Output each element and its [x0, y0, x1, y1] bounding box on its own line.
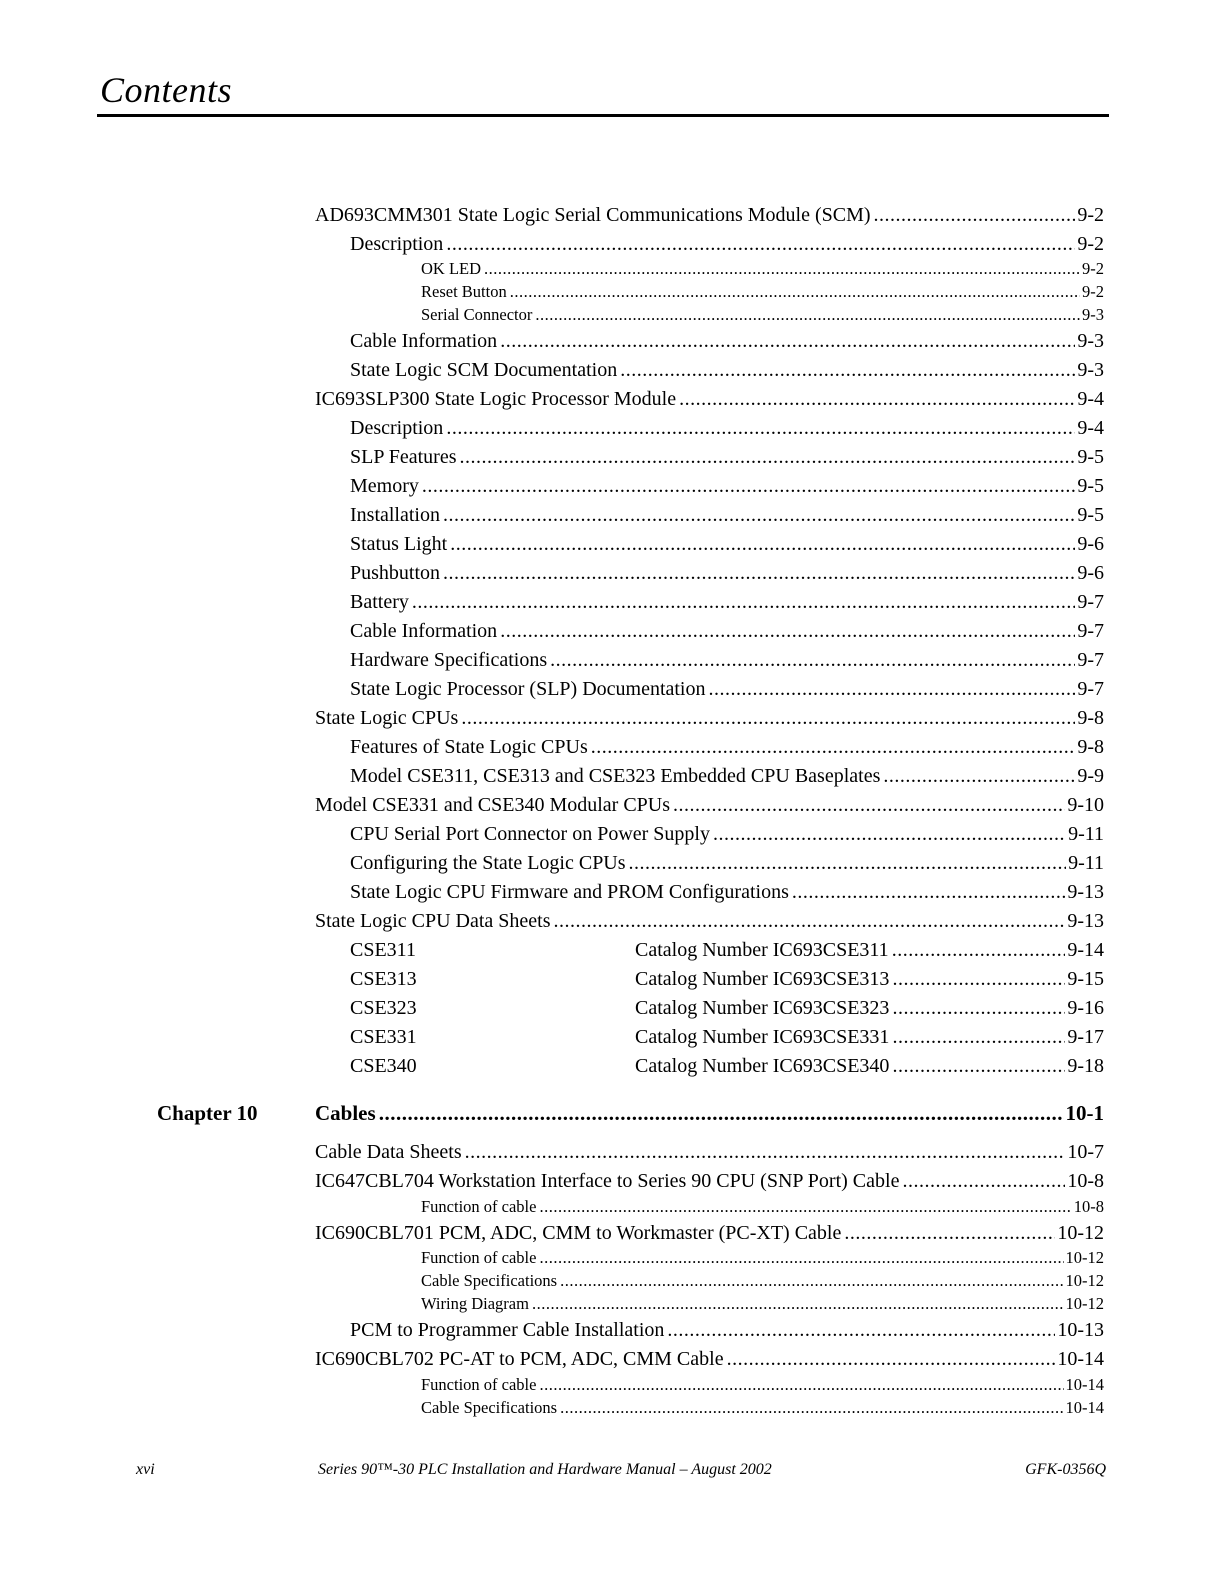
page-title: Contents — [100, 70, 233, 110]
toc-entry[interactable]: Cable Information ..... 9-7 — [350, 618, 1104, 644]
toc-entry[interactable]: Model CSE311, CSE313 and CSE323 Embedded CPU Baseplates ..... 9-9 — [350, 763, 1104, 789]
toc-entry[interactable]: Model CSE331 and CSE340 Modular CPUs ..... 9-10 — [315, 792, 1104, 818]
toc-entry[interactable]: Reset Button ..... 9-2 — [421, 282, 1104, 302]
toc-catalog-entry[interactable]: CSE313 Catalog Number IC693CSE313 ..... 9-15 — [350, 966, 1104, 992]
catalog-code: CSE331 — [350, 1026, 417, 1048]
chapter-label: Chapter 10 — [157, 1101, 258, 1125]
toc-entry[interactable]: Wiring Diagram ..... 10-12 — [421, 1294, 1104, 1314]
toc-catalog-entry[interactable]: CSE323 Catalog Number IC693CSE323 ..... 9-16 — [350, 995, 1104, 1021]
toc-entry[interactable]: Serial Connector ..... 9-3 — [421, 305, 1104, 325]
catalog-code: CSE340 — [350, 1055, 417, 1077]
footer-page-number: xvi — [136, 1461, 155, 1478]
toc-entry[interactable]: Description ..... 9-4 — [350, 415, 1104, 441]
toc-entry[interactable]: Cable Data Sheets ..... 10-7 — [315, 1139, 1104, 1165]
toc-entry[interactable]: Battery ..... 9-7 — [350, 589, 1104, 615]
toc-entry[interactable]: IC690CBL702 PC-AT to PCM, ADC, CMM Cable ..... 10-14 — [315, 1346, 1104, 1372]
toc-entry[interactable]: Hardware Specifications ..... 9-7 — [350, 647, 1104, 673]
toc-entry[interactable]: Configuring the State Logic CPUs ..... 9-11 — [350, 850, 1104, 876]
toc-entry[interactable]: CPU Serial Port Connector on Power Supply ..... 9-11 — [350, 821, 1104, 847]
toc-entry[interactable]: Installation ..... 9-5 — [350, 502, 1104, 528]
toc-entry[interactable]: Cable Specifications ..... 10-14 — [421, 1398, 1104, 1418]
toc-entry[interactable]: IC690CBL701 PCM, ADC, CMM to Workmaster (PC-XT) Cable ..... 10-12 — [315, 1220, 1104, 1246]
toc-entry[interactable]: Cable Specifications ..... 10-12 — [421, 1271, 1104, 1291]
toc-entry[interactable]: IC647CBL704 Workstation Interface to Series 90 CPU (SNP Port) Cable ..... 10-8 — [315, 1168, 1104, 1194]
catalog-code: CSE313 — [350, 968, 417, 990]
toc-entry[interactable]: Status Light ..... 9-6 — [350, 531, 1104, 557]
toc-entry[interactable]: Cable Information ..... 9-3 — [350, 328, 1104, 354]
toc-entry[interactable]: PCM to Programmer Cable Installation ..... 10-13 — [350, 1317, 1104, 1343]
catalog-code: CSE311 — [350, 939, 416, 961]
toc-catalog-entry[interactable]: CSE340 Catalog Number IC693CSE340 ..... 9-18 — [350, 1053, 1104, 1079]
footer-doc-code: GFK-0356Q — [1025, 1461, 1106, 1478]
toc-entry[interactable]: IC693SLP300 State Logic Processor Module ..... 9-4 — [315, 386, 1104, 412]
footer-manual-title: Series 90™-30 PLC Installation and Hardware Manual – August 2002 — [318, 1461, 772, 1478]
toc-entry[interactable]: Function of cable ..... 10-8 — [421, 1197, 1104, 1217]
toc-entry[interactable]: State Logic CPU Firmware and PROM Configurations ..... 9-13 — [350, 879, 1104, 905]
toc-entry[interactable]: OK LED ..... 9-2 — [421, 259, 1104, 279]
toc-entry[interactable]: Memory ..... 9-5 — [350, 473, 1104, 499]
toc-catalog-entry[interactable]: CSE311 Catalog Number IC693CSE311 ..... 9-14 — [350, 937, 1104, 963]
toc-entry[interactable]: Description ..... 9-2 — [350, 231, 1104, 257]
toc-entry[interactable]: State Logic CPU Data Sheets ..... 9-13 — [315, 908, 1104, 934]
toc-entry[interactable]: Function of cable ..... 10-14 — [421, 1375, 1104, 1395]
title-divider — [97, 114, 1109, 117]
toc-entry[interactable]: Function of cable ..... 10-12 — [421, 1248, 1104, 1268]
toc-entry[interactable]: Features of State Logic CPUs ..... 9-8 — [350, 734, 1104, 760]
toc-entry[interactable]: Pushbutton ..... 9-6 — [350, 560, 1104, 586]
toc-entry[interactable]: State Logic SCM Documentation ..... 9-3 — [350, 357, 1104, 383]
toc-entry[interactable]: AD693CMM301 State Logic Serial Communications Module (SCM) ..... 9-2 — [315, 202, 1104, 228]
catalog-code: CSE323 — [350, 997, 417, 1019]
toc-chapter-entry[interactable]: Cables ..... 10-1 — [315, 1099, 1104, 1127]
toc-entry[interactable]: State Logic CPUs ..... 9-8 — [315, 705, 1104, 731]
toc-catalog-entry[interactable]: CSE331 Catalog Number IC693CSE331 ..... 9-17 — [350, 1024, 1104, 1050]
toc-entry[interactable]: SLP Features ..... 9-5 — [350, 444, 1104, 470]
toc-entry[interactable]: State Logic Processor (SLP) Documentation ..... 9-7 — [350, 676, 1104, 702]
